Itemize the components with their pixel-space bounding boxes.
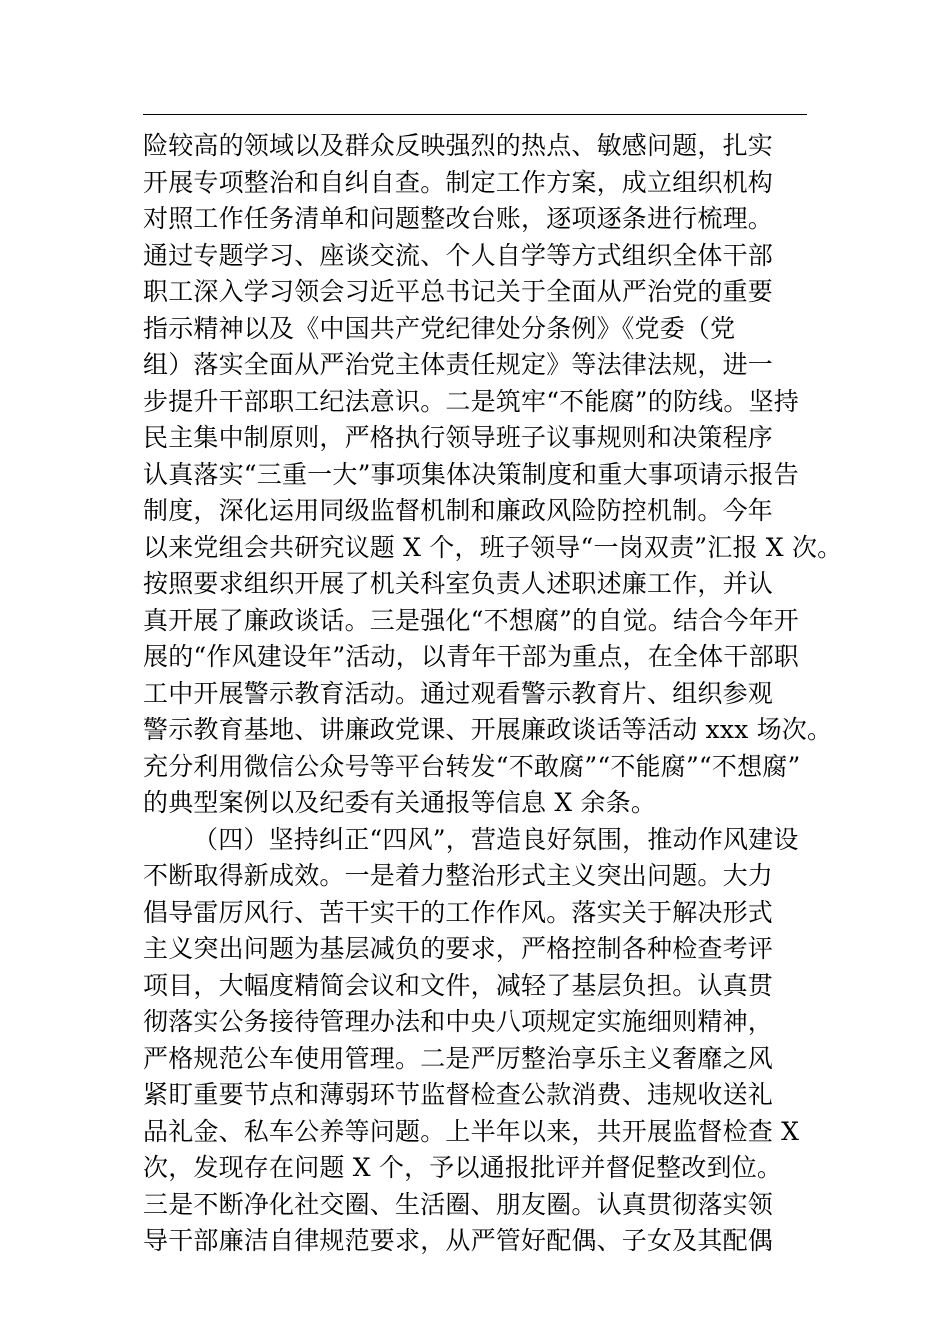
header-rule [143, 114, 807, 115]
text-line: 按照要求组织开展了机关科室负责人述职述廉工作，并认 [143, 569, 774, 598]
text-line: 通过专题学习、座谈交流、个人自学等方式组织全体干部 [143, 240, 774, 270]
section-heading-line: （四）坚持纠正“四风”，营造良好氛围，推动作风建设 [193, 824, 799, 854]
text-line: 险较高的领域以及群众反映强烈的热点、敏感问题，扎实 [143, 131, 774, 160]
text-line: 警示教育基地、讲廉政党课、开展廉政谈话等活动 xxx 场次。 [143, 715, 833, 744]
text-line: 制度，深化运用同级监督机制和廉政风险防控机制。今年 [143, 496, 774, 525]
text-line: 三是不断净化社交圈、生活圈、朋友圈。认真贯彻落实领 [143, 1189, 774, 1219]
text-line: 展的“作风建设年”活动，以青年干部为重点，在全体干部职 [143, 642, 799, 671]
text-line: 倡导雷厉风行、苦干实干的工作作风。落实关于解决形式 [143, 897, 774, 927]
text-line: 真开展了廉政谈话。三是强化“不想腐”的自觉。结合今年开 [143, 605, 799, 635]
text-line: 次，发现存在问题 X 个，予以通报批评并督促整改到位。 [143, 1153, 783, 1182]
text-line: 主义突出问题为基层减负的要求，严格控制各种检查考评 [143, 934, 774, 963]
text-line: 项目，大幅度精简会议和文件，减轻了基层负担。认真贯 [143, 970, 774, 1000]
text-line: 民主集中制原则，严格执行领导班子议事规则和决策程序 [143, 423, 774, 452]
text-line: 严格规范公车使用管理。二是严厉整治享乐主义奢靡之风 [143, 1043, 774, 1073]
text-line: 不断取得新成效。一是着力整治形式主义突出问题。大力 [143, 861, 774, 890]
text-line: 工中开展警示教育活动。通过观看警示教育片、组织参观 [143, 678, 774, 708]
text-line: 彻落实公务接待管理办法和中央八项规定实施细则精神， [143, 1007, 774, 1036]
text-line: 认真落实“三重一大”事项集体决策制度和重大事项请示报告 [143, 459, 799, 489]
text-line: 开展专项整治和自纠自查。制定工作方案，成立组织机构 [143, 167, 774, 197]
text-line: 的典型案例以及纪委有关通报等信息 X 余条。 [143, 788, 657, 817]
text-line: 指示精神以及《中国共产党纪律处分条例》《党委（党 [143, 313, 736, 343]
text-line: 充分利用微信公众号等平台转发“不敢腐”“不能腐”“不想腐” [143, 751, 801, 781]
text-line: 紧盯重要节点和薄弱环节监督检查公款消费、违规收送礼 [143, 1080, 774, 1109]
body-text [143, 128, 843, 1260]
text-line: 品礼金、私车公养等问题。上半年以来，共开展监督检查 X [143, 1116, 800, 1146]
text-line: 步提升干部职工纪法意识。二是筑牢“不能腐”的防线。坚持 [143, 386, 799, 416]
text-line: 对照工作任务清单和问题整改台账，逐项逐条进行梳理。 [143, 204, 774, 233]
text-line: 导干部廉洁自律规范要求，从严管好配偶、子女及其配偶 [143, 1226, 774, 1255]
text-line: 以来党组会共研究议题 X 个，班子领导“一岗双责”汇报 X 次。 [143, 532, 843, 562]
text-line: 组）落实全面从严治党主体责任规定》等法律法规，进一 [143, 350, 774, 379]
text-line: 职工深入学习领会习近平总书记关于全面从严治党的重要 [143, 277, 774, 306]
